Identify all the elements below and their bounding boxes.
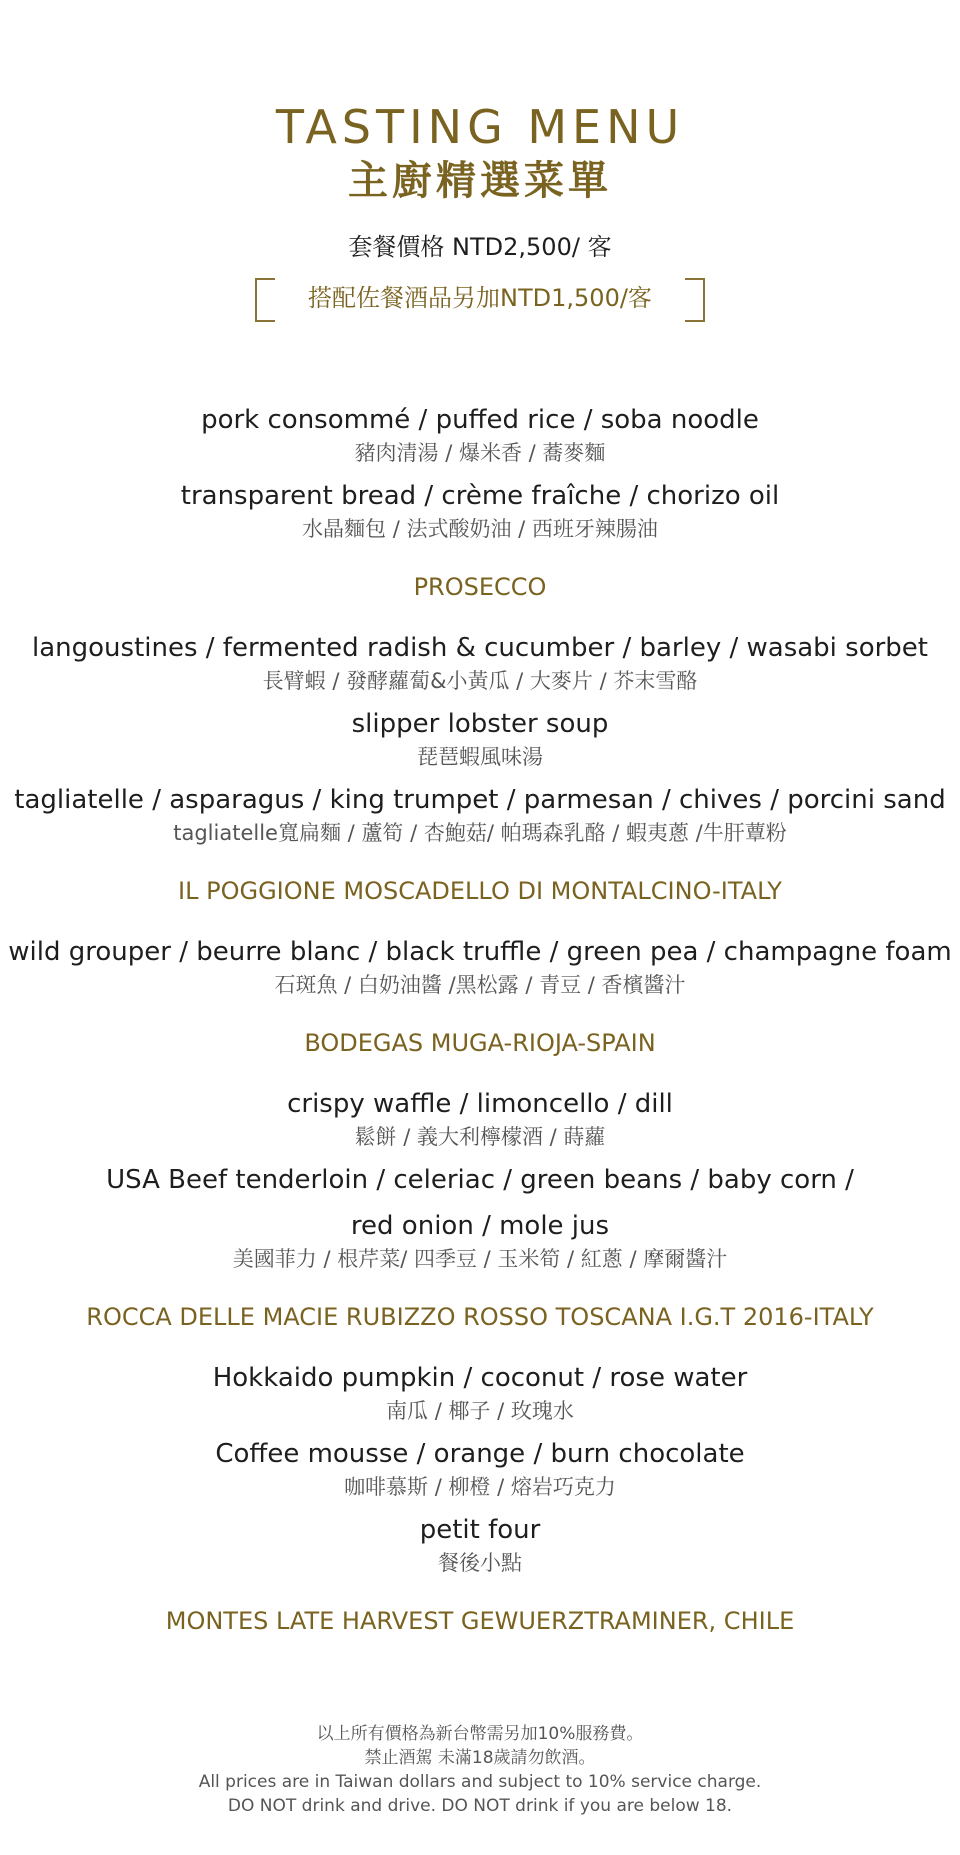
course-name-zh: 鬆餅 / 義大利檸檬酒 / 蒔蘿 (354, 1125, 606, 1149)
course-item (0, 1162, 960, 1274)
course-item (0, 630, 960, 696)
course-item (0, 1360, 960, 1426)
footer-service-charge-zh: 以上所有價格為新台幣需另加10%服務費。 (316, 1724, 644, 1744)
course-name-en: tagliatelle / asparagus / king trumpet / parmesan / chives / porcini sand (14, 785, 946, 815)
course-name-en: Hokkaido pumpkin / coconut / rose water (212, 1363, 748, 1393)
course-item (0, 402, 960, 468)
course-name-zh: tagliatelle寬扁麵 / 蘆筍 / 杏鮑菇/ 帕瑪森乳酪 / 蝦夷蔥 /牛肝蕈粉 (173, 821, 787, 845)
course-item (0, 1436, 960, 1502)
course-item (0, 706, 960, 772)
course-name-en-continued: red onion / mole jus (350, 1211, 610, 1241)
course-name-zh: 水晶麵包 / 法式酸奶油 / 西班牙辣腸油 (302, 517, 658, 541)
course-name-zh: 琵琶蝦風味湯 (417, 745, 543, 769)
wine-pairing-name: ROCCA DELLE MACIE RUBIZZO ROSSO TOSCANA I.G.T 2016-ITALY (86, 1303, 874, 1331)
course-item (0, 782, 960, 848)
footer-drink-warning-zh: 禁止酒駕 未滿18歲請勿飲酒。 (364, 1748, 596, 1768)
course-name-en: pork consommé / puffed rice / soba noodle (201, 405, 759, 435)
course-item (0, 478, 960, 544)
course-name-en: petit four (419, 1515, 541, 1545)
wine-pairing-price: 搭配佐餐酒品另加NTD1,500/客 (308, 284, 652, 312)
wine-pairing-name: MONTES LATE HARVEST GEWUERZTRAMINER, CHILE (165, 1607, 795, 1635)
set-price: 套餐價格 NTD2,500/ 客 (348, 233, 612, 261)
course-name-zh: 南瓜 / 椰子 / 玫瑰水 (386, 1399, 574, 1423)
footer-drink-warning-en: DO NOT drink and drive. DO NOT drink if you are below 18. (227, 1796, 733, 1816)
course-name-zh: 餐後小點 (438, 1551, 522, 1575)
wine-pairing-name: IL POGGIONE MOSCADELLO DI MONTALCINO-ITALY (178, 877, 782, 905)
wine-pairing-name: PROSECCO (413, 573, 547, 601)
wine-pairing-name: BODEGAS MUGA-RIOJA-SPAIN (304, 1029, 656, 1057)
course-item (0, 1086, 960, 1152)
footer-notes (0, 1722, 960, 1818)
right-bracket-decoration (685, 278, 705, 322)
course-item (0, 934, 960, 1000)
course-name-zh: 石斑魚 / 白奶油醬 /黑松露 / 青豆 / 香檳醬汁 (274, 973, 686, 997)
course-name-zh: 美國菲力 / 根芹菜/ 四季豆 / 玉米筍 / 紅蔥 / 摩爾醬汁 (232, 1247, 728, 1271)
course-item (0, 1512, 960, 1578)
course-name-en: wild grouper / beurre blanc / black truffle / green pea / champagne foam (8, 937, 952, 967)
footer-service-charge-en: All prices are in Taiwan dollars and subject to 10% service charge. (198, 1772, 762, 1792)
menu-title-zh: 主廚精選菜單 (348, 158, 612, 204)
course-name-en: transparent bread / crème fraîche / chorizo oil (180, 481, 780, 511)
course-name-en: langoustines / fermented radish & cucumber / barley / wasabi sorbet (32, 633, 928, 663)
course-name-zh: 長臂蝦 / 發酵蘿蔔&小黃瓜 / 大麥片 / 芥末雪酪 (262, 669, 698, 693)
course-name-en: crispy waffle / limoncello / dill (287, 1089, 673, 1119)
menu-title-en: TASTING MENU (275, 100, 685, 154)
course-name-zh: 豬肉清湯 / 爆米香 / 蕎麥麵 (354, 441, 606, 465)
course-name-en: Coffee mousse / orange / burn chocolate (215, 1439, 745, 1469)
wine-pairing-box (255, 278, 705, 320)
course-name-zh: 咖啡慕斯 / 柳橙 / 熔岩巧克力 (344, 1475, 616, 1499)
course-name-en: USA Beef tenderloin / celeriac / green beans / baby corn / (106, 1165, 854, 1195)
course-name-en: slipper lobster soup (351, 709, 609, 739)
